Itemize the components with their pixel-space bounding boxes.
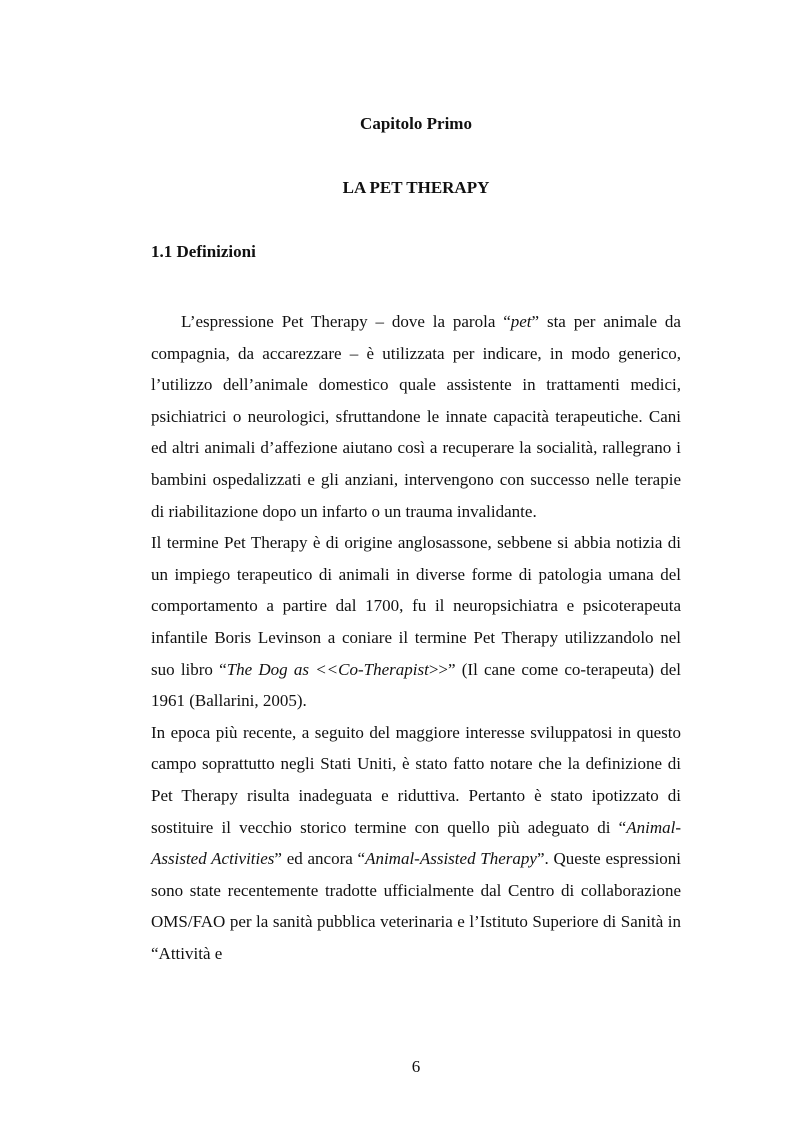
paragraph-3-emphasis-1: Animal-Assisted Activities [151,817,681,869]
section-heading: 1.1 Definizioni [151,242,256,261]
chapter-title: LA PET THERAPY [342,178,490,197]
chapter-label: Capitolo Primo [360,114,472,133]
page-number: 6 [411,1057,421,1076]
paragraph-2-book-title: The Dog as <<Co-Therapist [226,659,429,679]
paragraph-3-emphasis-2: Animal-Assisted Therapy [365,849,537,869]
paragraph-1-text-b: ” sta per animale da compagnia, da accarezzare – è utilizzata per indicare, in modo generico, l’utilizzo dell’animale domestico quale assistente in trattamenti medici, psichiatrici o neurologici, sfruttandone le innate capacità terapeutiche. Cani ed altri animali d’affezione aiutano così a recuperare la socialità, rallegrano i bambini ospedalizzati e gli anziani, intervengono con successo nelle terapie di riabilitazione dopo un infarto o un trauma invalidante. [151,312,681,521]
paragraph-1-text-a: L’espressione Pet Therapy – dove la parola “ [181,312,511,331]
paragraph-1 [151,306,681,527]
body-text [151,306,681,969]
paragraph-3-text-b: ” ed ancora “ [274,849,366,869]
paragraph-2 [151,527,681,717]
paragraph-1-emphasis: pet [510,312,532,331]
paragraph-3 [151,717,681,970]
paragraph-2-text-b: >>” (Il cane come co-terapeuta) del 1961 (Ballarini, 2005). [151,659,681,711]
paragraph-2-text-a: Il termine Pet Therapy è di origine anglosassone, sebbene si abbia notizia di un impiego terapeutico di animali in diverse forme di patologia umana del comportamento a partire dal 1700, fu il neuropsichiatra e psicoterapeuta infantile Boris Levinson a coniare il termine Pet Therapy utilizzandolo nel suo libro “ [151,533,681,679]
paragraph-3-text-a: In epoca più recente, a seguito del maggiore interesse sviluppatosi in questo campo soprattutto negli Stati Uniti, è stato fatto notare che la definizione di Pet Therapy risulta inadeguata e riduttiva. Pertanto è stato ipotizzato di sostituire il vecchio storico termine con quello più adeguato di “ [151,722,681,837]
paragraph-3-text-c: ”. Queste espressioni sono state recentemente tradotte ufficialmente dal Centro di collaborazione OMS/FAO per la sanità pubblica veterinaria e l’Istituto Superiore di Sanità in “Attività e [151,849,682,963]
